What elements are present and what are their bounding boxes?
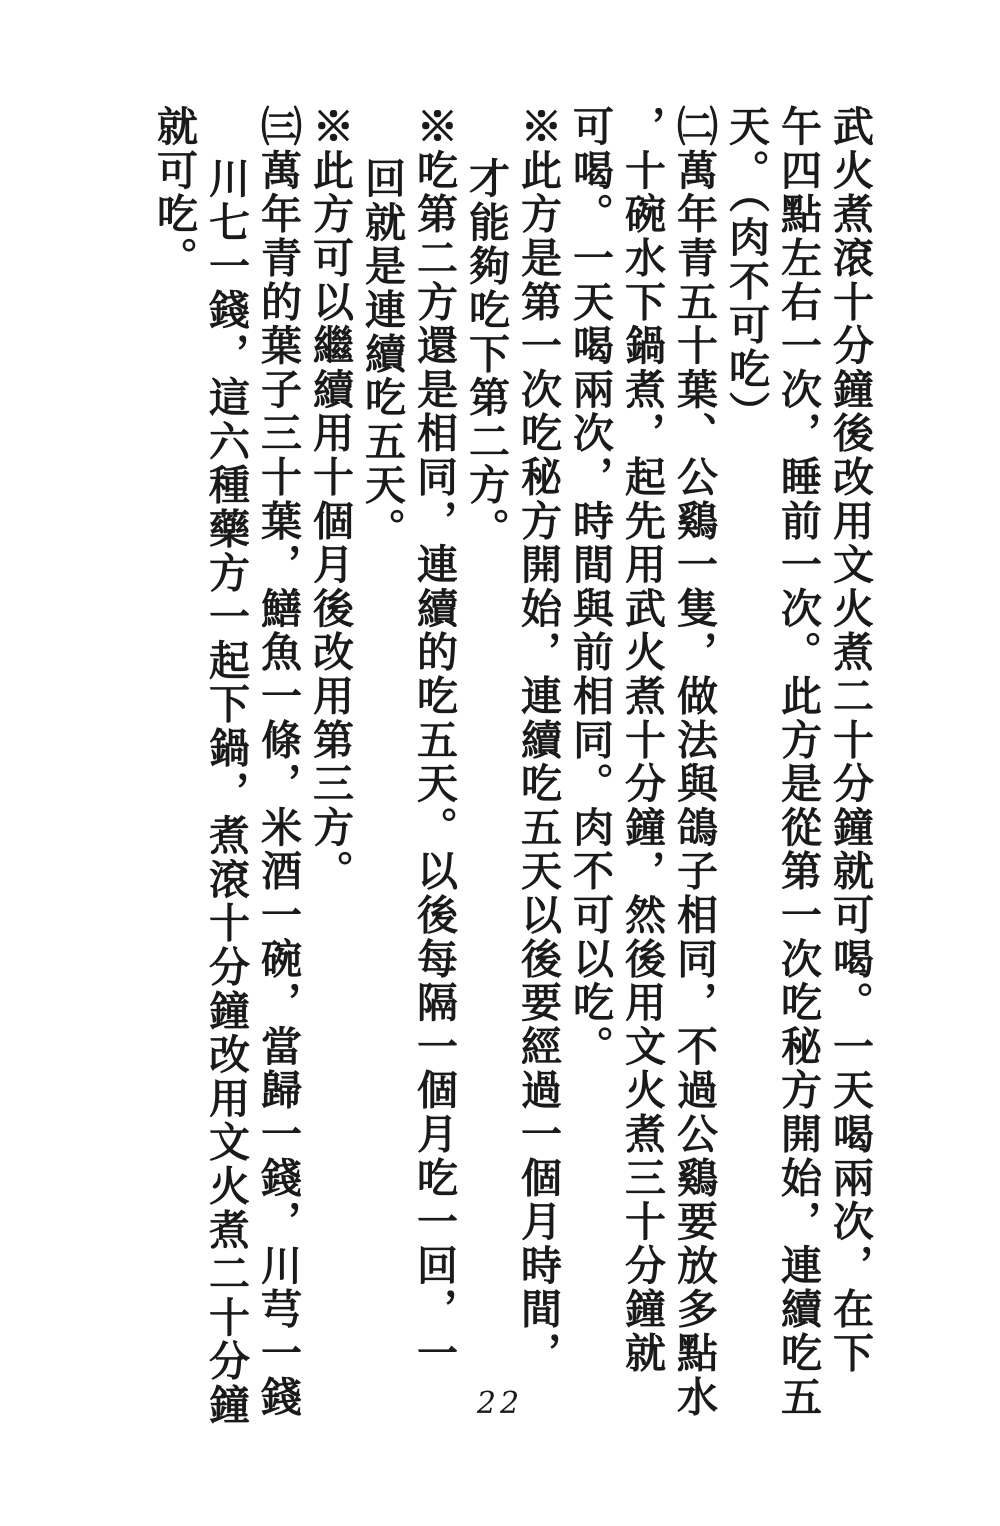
text-column-12: ㈢萬年青的葉子三十葉，鱔魚一條，米酒一碗，當歸一錢，川芎一錢 bbox=[254, 105, 302, 1419]
page-number: 22 bbox=[476, 1386, 524, 1421]
text-column-11: ※此方可以繼續用十個月後改用第三方。 bbox=[306, 105, 354, 894]
text-column-2: 午四點左右一次，睡前一次。此方是從第一次吃秘方開始，連續吃五 bbox=[774, 105, 822, 1419]
text-column-14: 就可吃。 bbox=[150, 105, 198, 281]
text-column-10: 回就是連續吃五天。 bbox=[358, 157, 406, 552]
text-column-5: ，十碗水下鍋煮，起先用武火煮十分鐘，然後用文火煮三十分鐘就 bbox=[618, 105, 666, 1376]
text-column-8: 才能夠吃下第二方。 bbox=[462, 157, 510, 552]
text-column-9: ※吃第二方還是相同，連續的吃五天。以後每隔一個月吃一回，一 bbox=[410, 105, 458, 1376]
text-column-1: 武火煮滾十分鐘後改用文火煮二十分鐘就可喝。一天喝兩次，在下 bbox=[826, 105, 874, 1376]
text-column-3: 天。（肉不可吃） bbox=[722, 105, 770, 435]
text-column-7: ※此方是第一次吃秘方開始，連續吃五天以後要經過一個月時間， bbox=[514, 105, 562, 1376]
text-column-13: 川七一錢，這六種藥方一起下鍋，煮滾十分鐘改用文火煮二十分鐘 bbox=[202, 157, 250, 1428]
text-column-6: 可喝。一天喝兩次，時間與前相同。肉不可以吃。 bbox=[566, 105, 614, 1069]
text-column-4: ㈡萬年青五十葉、公鷄一隻，做法與鴿子相同，不過公鷄要放多點水 bbox=[670, 105, 718, 1419]
